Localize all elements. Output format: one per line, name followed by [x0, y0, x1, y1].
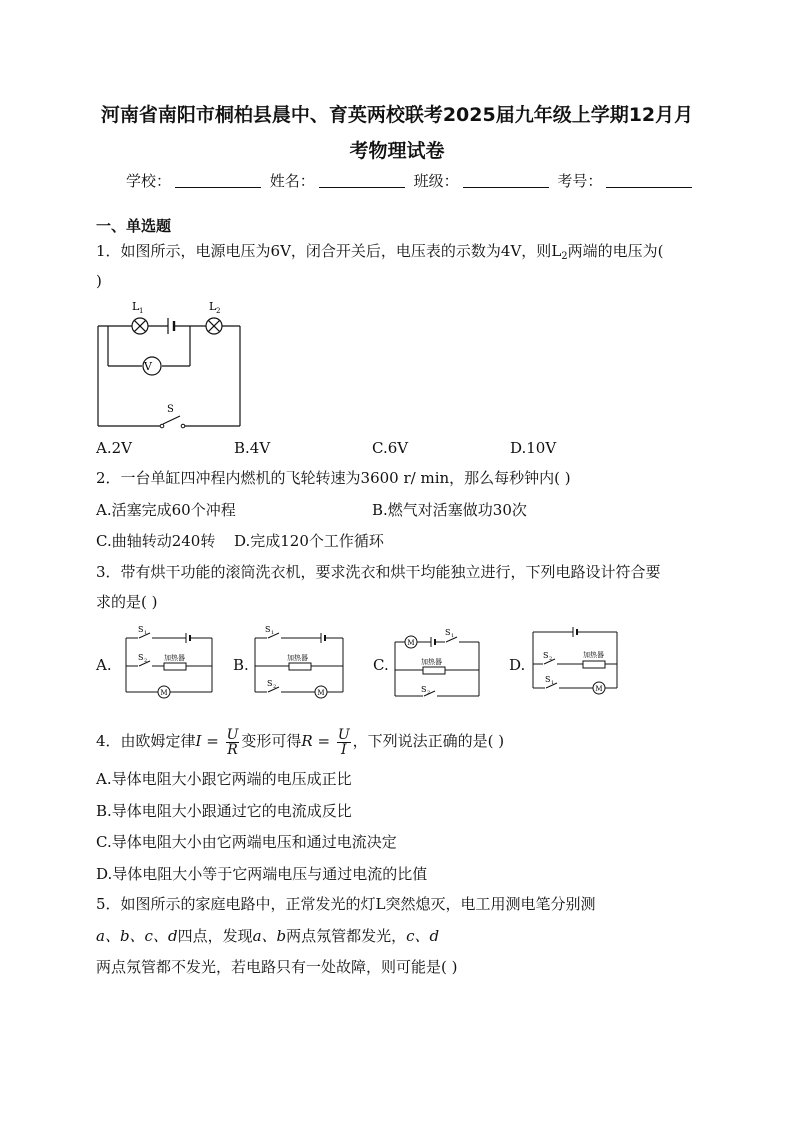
q3c-s1-label: S — [445, 628, 451, 637]
q3a-s2-label: S — [138, 653, 144, 662]
class-label: 班级： — [413, 172, 459, 190]
q3b-s1-sub: 1 — [271, 630, 275, 636]
q1-l2-sub: 2 — [216, 307, 221, 315]
q3-option-d-label[interactable]: D. — [509, 656, 526, 674]
question-5-line3: 两点氖管都不发光，若电路只有一处故障，则可能是( ) — [96, 958, 458, 976]
question-2: 2．一台单缸四冲程内燃机的飞轮转速为3600 r/ min，那么每秒钟内( ) — [96, 469, 571, 487]
q3-circuit-d[interactable] — [531, 624, 621, 694]
q3a-heater-label: 加热器 — [164, 654, 185, 662]
class-blank[interactable] — [463, 173, 549, 188]
q2-option-d[interactable]: D.完成120个工作循环 — [234, 532, 384, 550]
q3d-motor-label: M — [595, 685, 603, 693]
school-label: 学校： — [126, 172, 172, 190]
exam-title-line2: 考物理试卷 — [349, 140, 445, 162]
q4-option-b[interactable]: B.导体电阻大小跟通过它的电流成反比 — [96, 802, 352, 820]
q3b-s2-label: S — [267, 679, 273, 688]
name-blank[interactable] — [319, 173, 405, 188]
q3a-s1-label: S — [138, 625, 144, 634]
q1-option-a[interactable]: A.2V — [96, 439, 132, 457]
q3-circuit-a[interactable] — [124, 624, 216, 702]
question-3-line2: 求的是( ) — [96, 593, 158, 611]
q3b-s2-sub: 2 — [273, 684, 277, 690]
q3c-s2-label: S — [421, 685, 427, 694]
section-title: 一、单选题 — [96, 217, 172, 235]
student-info-row — [126, 170, 696, 191]
q4-option-c[interactable]: C.导体电阻大小由它两端电压和通过电流决定 — [96, 833, 397, 851]
q4-text-b: 变形可得 — [241, 732, 302, 750]
q3d-s2-label: S — [543, 651, 549, 660]
q3-circuit-c[interactable] — [393, 624, 483, 702]
q1-l1-label: L — [132, 300, 140, 313]
q3-option-c-label[interactable]: C. — [373, 656, 389, 674]
q4-eq2-lhs: R — [301, 732, 313, 750]
q4-option-a[interactable]: A.导体电阻大小跟它两端的电压成正比 — [96, 770, 352, 788]
q3a-motor-label: M — [160, 689, 168, 697]
name-label: 姓名： — [269, 172, 315, 190]
q3b-heater-label: 加热器 — [287, 654, 308, 662]
question-5-line1: 5．如图所示的家庭电路中，正常发光的灯L突然熄灭，电工用测电笔分别测 — [96, 895, 596, 913]
q3-option-a-label[interactable]: A. — [96, 656, 112, 674]
q3-option-b-label[interactable]: B. — [233, 656, 249, 674]
q1-circuit-figure — [92, 296, 252, 430]
question-5-line2 — [96, 926, 439, 946]
q2-option-b[interactable]: B.燃气对活塞做功30次 — [372, 501, 527, 519]
q3b-s1-label: S — [265, 625, 271, 634]
q4-text-a: 4．由欧姆定律 — [96, 732, 196, 750]
q1-text-a: 1．如图所示，电源电压为6V，闭合开关后，电压表的示数为4V，则 — [96, 242, 552, 260]
q5-points: a、b、c、d — [96, 927, 178, 945]
q1-option-b[interactable]: B.4V — [234, 439, 271, 457]
q1-text-b: 两端的电压为( — [567, 242, 664, 260]
q5-text-b: 两点氖管都发光， — [286, 927, 407, 945]
q1-voltmeter-label: V — [144, 360, 152, 373]
question-3-line1: 3．带有烘干功能的滚筒洗衣机，要求洗衣和烘干均能独立进行，下列电路设计符合要 — [96, 563, 661, 581]
q3d-heater-label: 加热器 — [583, 651, 604, 659]
number-label: 考号： — [557, 172, 603, 190]
q3a-s1-sub: 1 — [144, 630, 148, 636]
q4-eq2-denominator: I — [340, 741, 347, 758]
q3a-s2-sub: 2 — [144, 658, 148, 664]
q4-text-c: ，下列说法正确的是( ) — [352, 732, 505, 750]
q4-eq2-fraction — [337, 728, 351, 757]
q4-eq1-fraction — [226, 728, 240, 757]
q3c-motor-label: M — [407, 639, 415, 647]
q5-points-cd: c、d — [406, 927, 440, 945]
q1-option-d[interactable]: D.10V — [510, 439, 557, 457]
q1-switch-label: S — [167, 404, 174, 415]
q4-eq1-denominator: R — [227, 741, 238, 758]
q4-eq1-lhs: I — [195, 732, 202, 750]
q3c-s1-sub: 1 — [451, 633, 455, 639]
q1-option-c[interactable]: C.6V — [372, 439, 409, 457]
q4-option-d[interactable]: D.导体电阻大小等于它两端电压与通过电流的比值 — [96, 865, 428, 883]
q1-text-sub: 2 — [561, 251, 568, 262]
q4-eq2-numerator: U — [337, 726, 350, 743]
question-4: 4．由欧姆定律I = $\frac{U}{R}$ 变形可得R = $\frac{U}{I}$ ，下列说法正确的是( ) — [96, 726, 505, 758]
question-1-line1 — [96, 241, 664, 267]
q2-option-a[interactable]: A.活塞完成60个冲程 — [96, 501, 236, 519]
q5-text-a: 四点，发现 — [177, 927, 253, 945]
q3c-s2-sub: 2 — [427, 690, 431, 696]
school-blank[interactable] — [175, 173, 261, 188]
q1-text-l: L — [551, 242, 562, 260]
q3-circuit-b[interactable] — [253, 624, 347, 702]
q4-eq1-numerator: U — [226, 726, 239, 743]
q3b-motor-label: M — [317, 689, 325, 697]
q3d-s2-sub: 2 — [549, 656, 553, 662]
exam-title-line1: 河南省南阳市桐柏县晨中、育英两校联考2025届九年级上学期12月月 — [100, 104, 694, 126]
q5-points-ab: a、b — [252, 927, 287, 945]
q3d-s1-label: S — [545, 675, 551, 684]
q3c-heater-label: 加热器 — [421, 658, 442, 666]
q2-option-c[interactable]: C.曲轴转动240转 — [96, 532, 216, 550]
number-blank[interactable] — [606, 173, 692, 188]
q3d-s1-sub: 1 — [551, 680, 555, 686]
q1-l2-label: L — [209, 300, 217, 313]
question-1-line2: ) — [96, 272, 102, 290]
q1-l1-sub: 1 — [139, 307, 144, 315]
